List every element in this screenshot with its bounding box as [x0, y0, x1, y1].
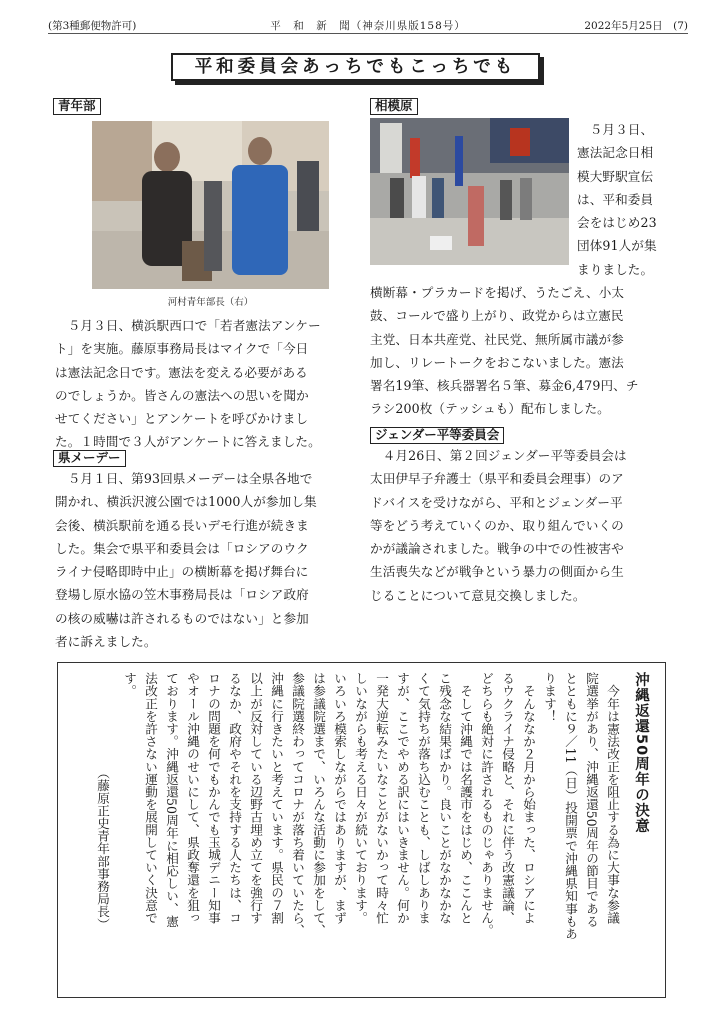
text-line: 模大野駅宣伝 [577, 168, 654, 184]
okinawa-column: そして沖縄では名護市をはじめ、ここんと [458, 672, 473, 924]
heading-youth: 青年部 [53, 98, 101, 115]
text-line: のでしょうか。皆さんの憲法への思いを聞か [55, 387, 309, 403]
okinawa-column: すが、ここでやめる訳にはいきません。何か [395, 672, 410, 924]
issue-date-page: 2022年5月25日 (7) [584, 20, 688, 32]
text-line: 開かれ、横浜沢渡公園では1000人が参加し集 [55, 494, 317, 510]
text-line: は、平和委員 [577, 191, 654, 207]
heading-sagamihara: 相模原 [370, 98, 418, 115]
okinawa-column: るなか、政府やそれを支持する人たちは、コ [227, 672, 242, 924]
text-line: 憲法記念日相 [577, 145, 654, 161]
text-line: ドバイスを受けながら、平和とジェンダー平 [370, 494, 623, 510]
youth-photo-caption: 河村青年部長（右） [167, 297, 254, 308]
text-line: かが議論されました。戦争の中での性被害や [370, 541, 624, 557]
text-line: 団体91人が集 [577, 238, 657, 254]
text-line: の核の威嚇は許されるものではない」と参加 [55, 610, 309, 626]
okinawa-column: そんななか２月から始まった、ロシアによ [521, 672, 536, 924]
youth-photo [92, 121, 329, 289]
text-line: ライナ侵略即時中止」の横断幕を掲げ舞台に [55, 564, 309, 580]
okinawa-column: は参議院選まで、いろんな活動に参加をして、 [311, 672, 326, 937]
okinawa-column: 法改正を許さない運動を展開していく決意で [143, 672, 158, 924]
paper-name: 平 和 新 聞（神奈川県版158号） [270, 20, 466, 32]
text-line: 太田伊早子弁護士（県平和委員会理事）のア [370, 471, 624, 487]
sagamihara-article-narrow [577, 118, 672, 281]
text-line: た。１時間で３人がアンケートに答えました。 [55, 434, 321, 450]
text-line: ４月26日、第２回ジェンダー平等委員会は [370, 448, 627, 463]
text-line: 署名19筆、核兵器署名５筆、募金6,479円、チ [370, 378, 639, 394]
okinawa-column: 沖縄に行きたいと考えています。県民の７割 [269, 672, 284, 924]
sagamihara-photo [370, 118, 569, 265]
text-line: 会をはじめ23 [577, 215, 657, 231]
okinawa-column: 一発大逆転みたいなことがないかって時々忙 [374, 672, 389, 924]
youth-article [55, 314, 360, 454]
okinawa-column: こ残念な結果ばかり。良いことがなかなかな [437, 672, 452, 924]
okinawa-column: やオール沖縄のせいにして、県政奪還を狙っ [185, 672, 200, 924]
okinawa-column: とともに９／11（日）投開票で沖縄県知事もあ [563, 672, 578, 941]
okinawa-column: ります！ [542, 672, 557, 723]
okinawa-column: しいながらも考える日々が続いております。 [353, 672, 368, 924]
text-line: は憲法記念日です。憲法を変える必要がある [55, 364, 308, 380]
heading-mayday: 県メーデー [53, 450, 126, 467]
text-line: 会後、横浜駅前を通る長いデモ行進が続きま [55, 517, 309, 533]
text-line: 等をどう考えていくのか、取り組んでいくの [370, 517, 624, 533]
text-line: せてください」とアンケートを呼びかけまし [55, 411, 309, 427]
mayday-article [55, 467, 360, 653]
text-line: じることについて意見交換しました。 [370, 587, 586, 603]
permit-text: (第3種郵便物許可) [48, 20, 137, 32]
heading-gender: ジェンダー平等委員会 [370, 427, 504, 444]
text-line: した。集会で県平和委員会は「ロシアのウク [55, 540, 309, 556]
okinawa-column: 以上が反対している辺野古埋め立てを強行す [248, 672, 263, 924]
text-line: 横断幕・プラカードを掲げ、うたごえ、小太 [370, 285, 625, 300]
okinawa-column: るウクライナ侵略と、それに伴う改憲議論、 [500, 672, 515, 924]
okinawa-column: くて気持ちが落ち込むことも、しばしありま [416, 672, 431, 924]
okinawa-signature: （藤原正史青年部事務局長） [95, 672, 110, 931]
text-line: 加し、リレートークをおこないました。憲法 [370, 354, 624, 370]
okinawa-column: ております。沖縄返還50周年に相応しい、憲 [164, 672, 179, 928]
okinawa-column: 今年は憲法改正を阻止する為に大事な参議 [605, 672, 620, 924]
text-line: 登場し原水協の笠木事務局長は「ロシア政府 [55, 587, 309, 603]
text-line: 鼓、コールで盛り上がり、政党からは立憲民 [370, 308, 624, 324]
okinawa-column: 院選挙があり、沖縄返還50周年の節目である [584, 672, 599, 928]
text-line: まりました。 [577, 261, 654, 277]
gender-article [370, 444, 675, 607]
text-line: ラシ200枚（テッシュも）配布しました。 [370, 401, 610, 417]
masthead [48, 16, 688, 34]
text-line: ５月３日、 [577, 122, 654, 137]
okinawa-column: 参議院選終わってコロナが落ち着いていたら、 [290, 672, 305, 937]
okinawa-column: どちらも絶対に許されるものじゃありません。 [479, 672, 494, 937]
text-line: 者に訴えました。 [55, 634, 157, 650]
text-line: ５月１日、第93回県メーデーは全県各地で [55, 471, 313, 486]
text-line: 主党、日本共産党、社民党、無所属市議が参 [370, 331, 624, 347]
text-line: 生活喪失などが戦争という暴力の側面から生 [370, 564, 624, 580]
okinawa-column: いろいろ模索しながらではありますが、まず [332, 672, 347, 924]
okinawa-column: す。 [122, 672, 137, 698]
okinawa-column: ロナの問題を何でもかんでも玉城デニー知事 [206, 672, 221, 924]
okinawa-title: 沖縄返還50周年の決意 [633, 672, 649, 834]
text-line: ト」を実施。藤原事務局長はマイクで「今日 [55, 341, 309, 357]
page-title: 平和委員会あっちでもこっちでも [171, 53, 540, 81]
text-line: ５月３日、横浜駅西口で「若者憲法アンケー [55, 318, 321, 333]
sagamihara-article [370, 281, 675, 421]
